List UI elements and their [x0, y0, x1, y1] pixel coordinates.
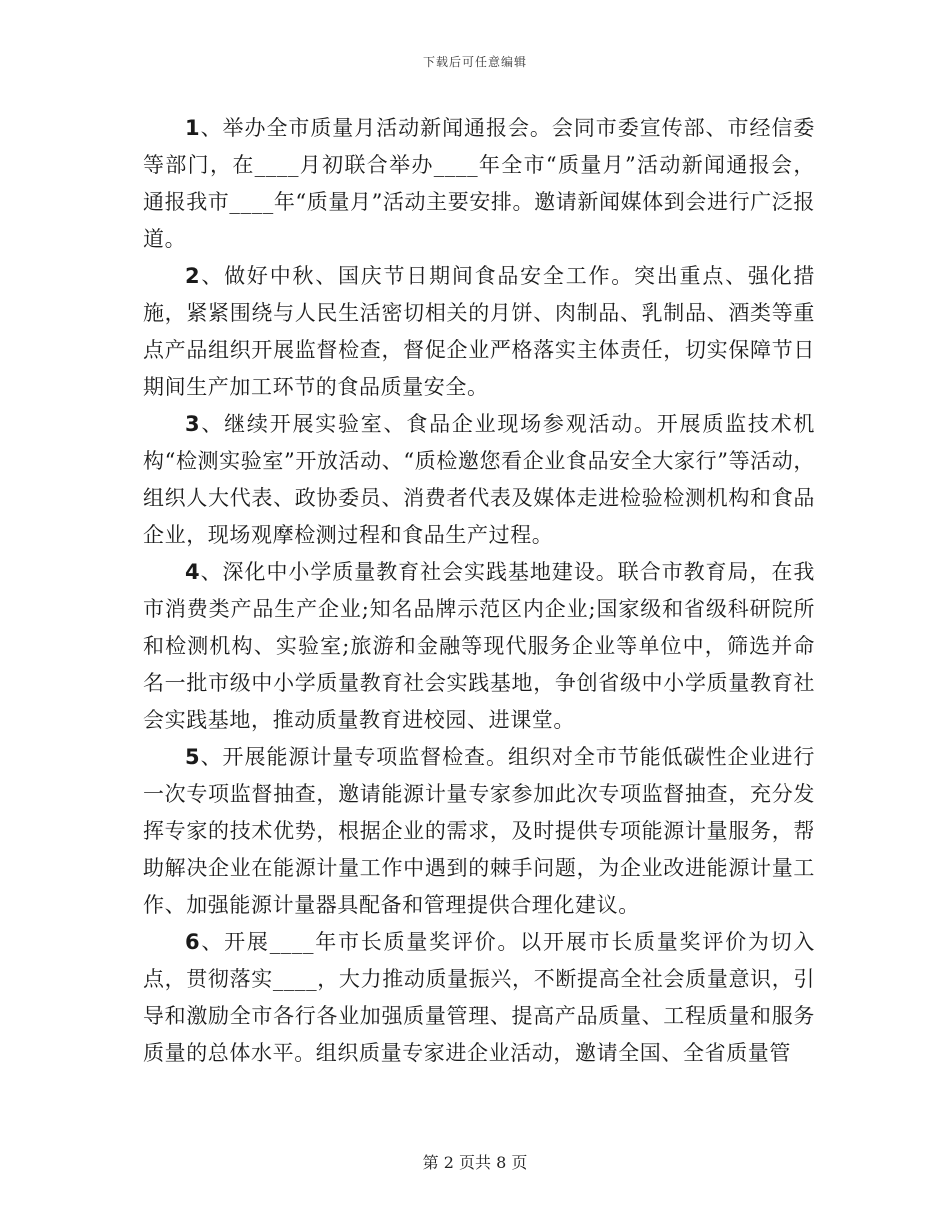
paragraph-text: 、开展能源计量专项监督检查。组织对全市节能低碳性企业进行一次专项监督抽查，邀请能源计量专家参加此次专项监督抽查，充分发挥专家的技术优势，根据企业的需求，及时提供专项能源计量服务，帮助解决企业在能源计量工作中遇到的棘手问题，为企业改进能源计量工作、加强能源计量器具配备和管理提供合理化建议。	[143, 745, 815, 917]
paragraph-2	[143, 258, 815, 406]
paragraph-5	[143, 739, 815, 924]
header-note: 下载后可任意编辑	[422, 55, 527, 69]
paragraph-6	[143, 924, 815, 1072]
document-body	[143, 110, 815, 1072]
paragraph-1	[143, 110, 815, 258]
paragraph-number: 6	[185, 930, 201, 954]
paragraph-text: 、开展____年市长质量奖评价。以开展市长质量奖评价为切入点，贯彻落实____，大力推动质量振兴，不断提高全社会质量意识，引导和激励全市各行各业加强质量管理、提高产品质量、工程质量和服务质量的总体水平。组织质量专家进企业活动，邀请全国、全省质量管	[143, 930, 815, 1065]
paragraph-text: 、继续开展实验室、食品企业现场参观活动。开展质监技术机构“检测实验室”开放活动、“质检邀您看企业食品安全大家行”等活动，组织人大代表、政协委员、消费者代表及媒体走进检验检测机构和食品企业，现场观摩检测过程和食品生产过程。	[143, 412, 815, 547]
paragraph-text: 、深化中小学质量教育社会实践基地建设。联合市教育局，在我市消费类产品生产企业;知名品牌示范区内企业;国家级和省级科研院所和检测机构、实验室;旅游和金融等现代服务企业等单位中，筛选并命名一批市级中小学质量教育社会实践基地，争创省级中小学质量教育社会实践基地，推动质量教育进校园、进课堂。	[143, 560, 815, 732]
paragraph-4	[143, 554, 815, 739]
paragraph-number: 3	[185, 412, 201, 436]
page-footer: 第 2 页共 8 页	[422, 1153, 528, 1172]
paragraph-number: 2	[185, 264, 201, 288]
paragraph-text: 、做好中秋、国庆节日期间食品安全工作。突出重点、强化措施，紧紧围绕与人民生活密切相关的月饼、肉制品、乳制品、酒类等重点产品组织开展监督检查，督促企业严格落实主体责任，切实保障节日期间生产加工环节的食品质量安全。	[143, 264, 815, 399]
paragraph-text: 、举办全市质量月活动新闻通报会。会同市委宣传部、市经信委等部门，在____月初联合举办____年全市“质量月”活动新闻通报会，通报我市____年“质量月”活动主要安排。邀请新闻媒体到会进行广泛报道。	[143, 116, 815, 251]
paragraph-3	[143, 406, 815, 554]
paragraph-number: 4	[185, 560, 201, 584]
paragraph-number: 1	[185, 116, 201, 140]
paragraph-number: 5	[185, 745, 201, 769]
